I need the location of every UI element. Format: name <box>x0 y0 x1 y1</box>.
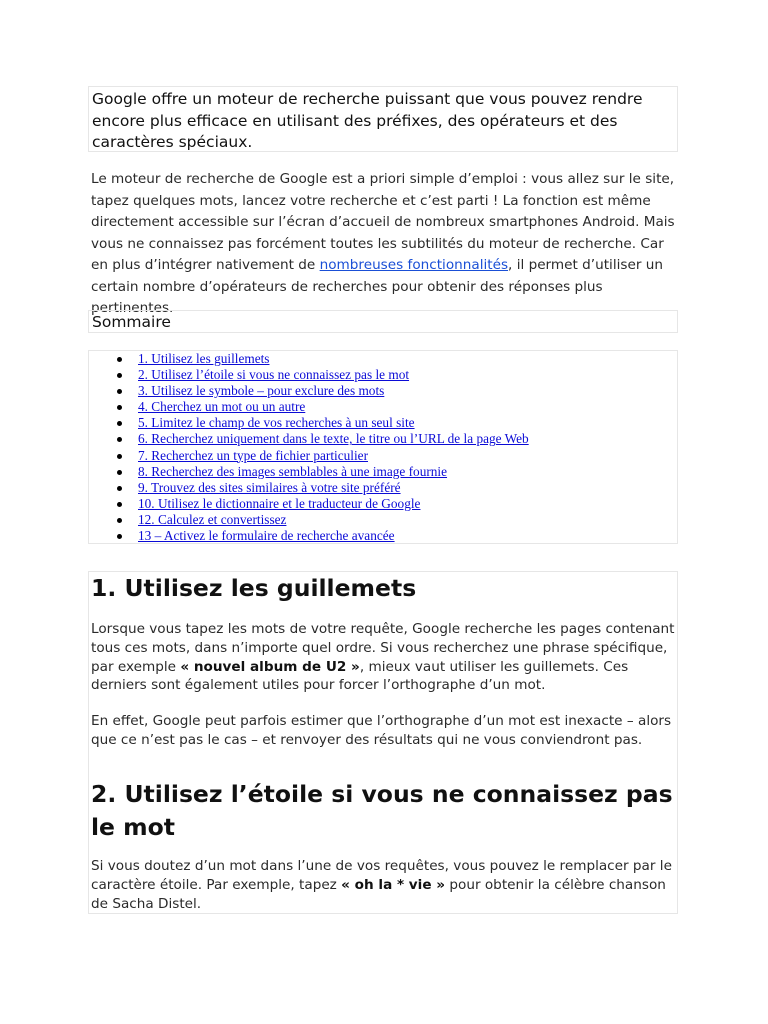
toc-title: Sommaire <box>88 310 678 333</box>
section-1-heading: 1. Utilisez les guillemets <box>91 574 417 602</box>
toc-link-1[interactable]: 1. Utilisez les guillemets <box>138 351 270 366</box>
toc-item <box>89 496 677 512</box>
toc-link-8[interactable]: 8. Recherchez des images semblables à une image fournie <box>138 463 448 479</box>
toc-link-10[interactable]: 10. Utilisez le dictionnaire et le traducteur de Google <box>138 495 421 511</box>
toc-link-4[interactable]: 4. Cherchez un mot ou un autre <box>138 399 306 415</box>
toc-link-12[interactable]: 12. Calculez et convertissez <box>138 511 287 527</box>
section-2-heading: 2. Utilisez l’étoile si vous ne connaissez pas le mot <box>91 780 673 841</box>
toc-item <box>89 415 677 431</box>
toc-item <box>89 431 677 447</box>
toc-item <box>89 399 677 415</box>
lead-text-after: , il permet d’utiliser un certain nombre d’opérateurs de recherches pour obtenir des réponses plus pertinentes. <box>91 257 663 316</box>
lead-text-before: Le moteur de recherche de Google est a priori simple d’emploi : vous allez sur le site, tapez quelques mots, lancez votre recherche et c’est parti ! La fonction est même directement accessible sur l’écran d’accueil de nombreux smartphones Android. Mais vous ne connaissez pas forcément toutes les subtilités du moteur de recherche. Car en plus d’intégrer nativement de <box>91 171 675 273</box>
toc-link-6[interactable]: 6. Recherchez uniquement dans le texte, le titre ou l’URL de la page Web <box>138 431 529 447</box>
toc-item <box>89 512 677 528</box>
table-of-contents <box>88 350 678 544</box>
section-1-example-query: « nouvel album de U2 » <box>180 658 360 675</box>
lead-paragraph <box>91 169 679 320</box>
section-1-paragraph-2: En effet, Google peut parfois estimer que l’orthographe d’un mot est inexacte – alors que ce n’est pas le cas – et renvoyer des résultats qui ne vous conviendront pas. <box>91 713 672 748</box>
toc-link-3[interactable]: 3. Utilisez le symbole – pour exclure des mots <box>138 383 385 399</box>
section-1-text-after: , mieux vaut utiliser les guillemets. Ces derniers sont également utiles pour forcer l’orthographe d’un mot. <box>91 658 629 694</box>
toc-link-13[interactable]: 13 – Activez le formulaire de recherche avancée <box>138 528 395 544</box>
toc-item <box>89 480 677 496</box>
toc-item <box>89 528 677 544</box>
features-link[interactable]: nombreuses fonctionnalités <box>319 257 509 273</box>
toc-item <box>89 351 677 367</box>
toc-item <box>89 464 677 480</box>
toc-item <box>89 383 677 399</box>
section-2-text-after: pour obtenir la célèbre chanson de Sacha Distel. <box>91 876 666 912</box>
toc-item <box>89 448 677 464</box>
toc-item <box>89 367 677 383</box>
section-1-text-before: Lorsque vous tapez les mots de votre requête, Google recherche les pages contenant tous ces mots, dans n’importe quel ordre. Si vous recherchez une phrase spécifique, par exemple <box>91 621 675 675</box>
toc-link-5[interactable]: 5. Limitez le champ de vos recherches à un seul site <box>138 415 415 431</box>
toc-link-2[interactable]: 2. Utilisez l’étoile si vous ne connaissez pas le mot <box>138 367 410 383</box>
section-2-paragraph-1 <box>91 857 676 913</box>
section-1-paragraph-1 <box>91 620 676 695</box>
section-2-example-query: « oh la * vie » <box>341 876 446 893</box>
toc-link-9[interactable]: 9. Trouvez des sites similaires à votre site préféré <box>138 479 401 495</box>
section-2-text-before: Si vous doutez d’un mot dans l’une de vos requêtes, vous pouvez le remplacer par le caractère étoile. Par exemple, tapez <box>91 858 672 893</box>
toc-link-7[interactable]: 7. Recherchez un type de fichier particulier <box>138 447 368 463</box>
intro-paragraph: Google offre un moteur de recherche puissant que vous pouvez rendre encore plus efficace en utilisant des préfixes, des opérateurs et des caractères spéciaux. <box>88 86 678 152</box>
